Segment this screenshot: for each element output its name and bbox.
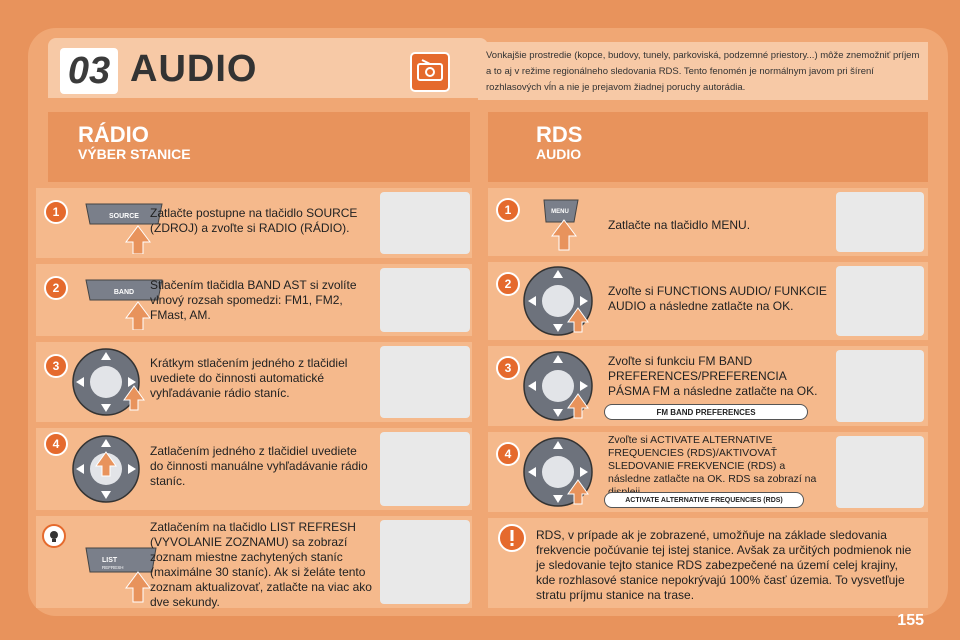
radio-title: RÁDIO bbox=[78, 122, 149, 147]
radio-unit-illustration bbox=[380, 192, 470, 254]
rds-step-1 bbox=[488, 188, 928, 256]
radio-unit-illustration bbox=[380, 346, 470, 418]
navigation-ring-icon bbox=[66, 432, 146, 506]
navigation-ring-icon bbox=[518, 264, 598, 338]
chapter-title: AUDIO bbox=[130, 48, 258, 90]
rds-warning bbox=[488, 518, 928, 608]
radio-unit-illustration bbox=[836, 350, 924, 422]
activate-alternative-frequencies-display: ACTIVATE ALTERNATIVE FREQUENCIES (RDS) bbox=[604, 492, 804, 508]
radio-tip bbox=[36, 516, 472, 608]
menu-button-icon bbox=[538, 194, 598, 254]
step-number-badge: 4 bbox=[496, 442, 520, 466]
warning-text: RDS, v prípade ak je zobrazené, umožňuje na základe sledovania frekvencie počúvanie tej istej stanice. Avšak za určitých podmienok nie je sledovanie tejto stanice RDS zabezpečené na území celej krajiny, kde rozhlasové stanice nepokrývajú 100% časť územia. To vysvetľuje stratu príjmu stanice na trase. bbox=[536, 528, 912, 602]
radio-unit-illustration bbox=[380, 520, 470, 604]
step-number-badge: 2 bbox=[44, 276, 68, 300]
intro-text: Vonkajšie prostredie (kopce, budovy, tunely, parkoviská, podzemné priestory...) môže znemožniť príjem a to aj v režime regionálneho sledovania RDS. Tento fenomén je normálnym javom pri šírení rozhlasových vĺn a nie je prejavom žiadnej poruchy autorádia. bbox=[478, 42, 928, 100]
step-number-badge: 4 bbox=[44, 432, 68, 456]
rds-step-4 bbox=[488, 432, 928, 512]
svg-text:SOURCE: SOURCE bbox=[109, 213, 139, 220]
svg-text:BAND: BAND bbox=[113, 289, 135, 296]
radio-unit-illustration bbox=[836, 266, 924, 336]
navigation-ring-icon bbox=[518, 348, 598, 424]
step-number-badge: 2 bbox=[496, 272, 520, 296]
radio-unit-illustration bbox=[380, 432, 470, 506]
step-number-badge: 1 bbox=[44, 200, 68, 224]
radio-unit-illustration bbox=[380, 268, 470, 332]
rds-step-3 bbox=[488, 346, 928, 426]
refresh-button-label: REFRESH bbox=[102, 565, 124, 570]
rds-subtitle: AUDIO bbox=[536, 146, 582, 162]
radio-subtitle: VÝBER STANICE bbox=[78, 146, 191, 162]
step-text: Krátkym stlačením jedného z tlačidiel uvediete do činnosti automatické vyhľadávanie rádio staníc. bbox=[150, 356, 348, 400]
radio-step-4 bbox=[36, 428, 472, 510]
step-text: Zvoľte si funkciu FM BAND PREFERENCES/PREFERENCIA PÁSMA FM a následne zatlačte na OK. bbox=[608, 354, 818, 398]
radio-step-3 bbox=[36, 342, 472, 422]
step-text: Zatlačte postupne na tlačidlo SOURCE (ZDROJ) a zvoľte si RADIO (RÁDIO). bbox=[150, 206, 358, 235]
step-number-badge: 1 bbox=[496, 198, 520, 222]
step-text: Zatlačením jedného z tlačidiel uvediete do činnosti manuálne vyhľadávanie rádio staníc. bbox=[150, 444, 368, 488]
fm-band-preferences-display: FM BAND PREFERENCES bbox=[604, 404, 808, 420]
step-text: Stlačením tlačidla BAND AST si zvolíte vlnový rozsah spomedzi: FM1, FM2, FMast, AM. bbox=[150, 278, 357, 322]
step-text: Zvoľte si ACTIVATE ALTERNATIVE FREQUENCIES (RDS)/AKTIVOVAŤ SLEDOVANIE FREKVENCIE (RDS) a následne zatlačte na OK. RDS sa zobrazí na bbox=[608, 434, 817, 485]
step-number-badge: 3 bbox=[44, 354, 68, 378]
radio-unit-illustration bbox=[836, 192, 924, 252]
radio-step-1 bbox=[36, 188, 472, 258]
list-button-label: LIST bbox=[102, 557, 118, 564]
rds-title: RDS bbox=[536, 122, 583, 147]
navigation-ring-icon bbox=[66, 346, 146, 418]
navigation-ring-icon bbox=[518, 434, 598, 510]
svg-text:MENU: MENU bbox=[551, 209, 569, 215]
warning-icon bbox=[498, 524, 526, 552]
step-text: Zvoľte si FUNCTIONS AUDIO/ FUNKCIE AUDIO a následne zatlačte na OK. bbox=[608, 284, 827, 313]
page-number: 155 bbox=[897, 612, 924, 629]
chapter-number: 03 bbox=[60, 48, 118, 94]
step-number-badge: 3 bbox=[496, 356, 520, 380]
radio-step-2 bbox=[36, 264, 472, 336]
step-text: Zatlačte na tlačidlo MENU. bbox=[608, 218, 751, 232]
lightbulb-icon bbox=[42, 524, 66, 548]
audio-chapter-icon bbox=[410, 52, 450, 92]
radio-unit-illustration bbox=[836, 436, 924, 508]
rds-step-2 bbox=[488, 262, 928, 340]
tip-text: Zatlačením na tlačidlo LIST REFRESH (VYVOLANIE ZOZNAMU) sa zobrazí zoznam miestne zachytených staníc (maximálne 30 staníc). Ak si želáte tento zoznam aktualizovať, zatlačte na viac ako dve sekundy. bbox=[150, 520, 372, 609]
